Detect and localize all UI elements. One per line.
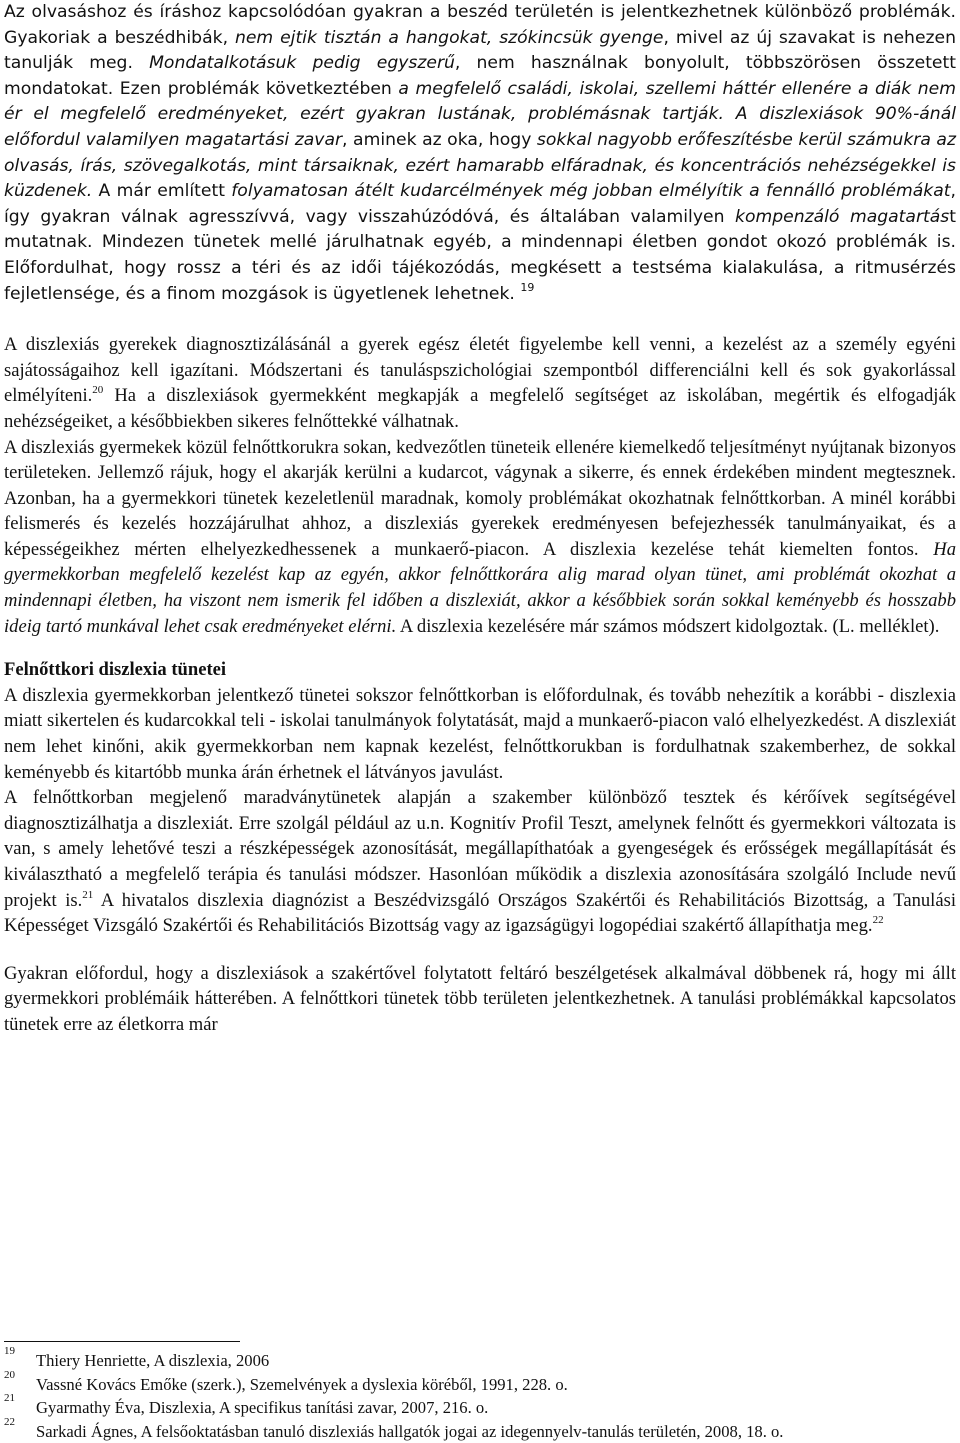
section-heading [4,657,956,683]
italic-text: sokkal nagyobb erőfeszítésbe kerül számukra az olvasás, írás, szövegalkotás, mint társaiknak, ezért hamarabb elfáradnak, és koncentrációs nehézségekkel is küzdenek. [4,130,956,201]
footnote-reference: 20 [92,384,103,396]
footnote-text: Vassné Kovács Emőke (szerk.), Szemelvények a dyslexia köréből, 1991, 228. o. [36,1373,568,1397]
text-run: , aminek az oka, hogy [342,130,537,150]
footnote-text: Thiery Henriette, A diszlexia, 2006 [36,1349,269,1373]
text-run: A diszlexiás gyerekek diagnosztizálásánál a gyerek egész életét figyelembe kell venni, a kezelést az a személy egyéni sajátosságaihoz kell igazítani. Módszertani és tanuláspszichológiai szempontból differenciálni kell és sok gyakorlással elmélyíteni. [4,334,956,406]
italic-text: Ha gyermekkorban megfelelő kezelést kap az egyén, akkor felnőttkorára alig marad olyan tünet, ami problémát okozhat a mindennapi életben, ha viszont nem ismerik fel időben a diszlexiát, akkor a későbbiek során sokkal keményebb és hosszabb ideig tartó munkával lehet csak eredményeket elérni. [4,539,956,637]
italic-text: folyamatosan átélt kudarcélmények még jobban elmélyítik a fennálló problémákat [231,181,950,201]
footnote [4,1373,956,1397]
text-run: Ha a diszlexiások gyermekként megkapják a megfelelő segítséget az iskolában, megértik és elfogadják nehézségeiket, a későbbiekben sikeres felnőttekké válhatnak. [4,385,956,432]
footnote-reference: 19 [520,281,534,294]
paragraph [4,961,956,1038]
footnote-number: 21 [4,1391,15,1405]
paragraph [4,785,956,939]
text-run: A diszlexia gyermekkorban jelentkező tünetei sokszor felnőttkorban is előfordulnak, és tovább nehezítik a korábbi - diszlexia miatt sikertelen és kudarcokkal teli - iskolai tanulmányok folytatását, majd a munkaerő-piacon való elhelyezkedést. A diszlexiát nem lehet kinőni, akik gyermekkorban nem kapnak kezelést, felnőttkorukban is fordulhatnak szakemberhez, de sokkal keményebb és kitartóbb munka árán érhetnek el látványos javulást. [4,685,956,783]
paragraph [4,0,956,307]
text-run: Felnőttkori diszlexia tünetei [4,659,226,680]
text-run: A felnőttkorban megjelenő maradványtünetek alapján a szakember különböző tesztek és kérőívek segítségével diagnosztizálhatja a diszlexiát. Erre szolgál például az u.n. Kognitív Profil Teszt, amelynek felnőtt és gyermekkori változata is van, s amely lehetővé teszi a részképességek azonosítását, megállapíthatóak a gyengeségek és erősségek megállapítását és kiválasztható a megfelelő terápia és tanulási módszer. Hasonlóan működik a diszlexia azonosítására szolgáló Include nevű projekt is. [4,787,956,910]
italic-text: a megfelelő családi, iskolai, szellemi háttér ellenére a diák nem ér el megfelelő eredményeket, ezért gyakran lustának, problémásnak tartják. [4,79,956,125]
footnote-number: 20 [4,1368,15,1382]
footnote [4,1396,956,1420]
text-run: A diszlexia kezelésére már számos módszert kidolgoztak. (L. melléklet). [396,616,939,637]
paragraph [4,435,956,640]
footnote [4,1420,956,1443]
footnote-number: 19 [4,1344,15,1358]
italic-text: nem ejtik tisztán a hangokat, szókincsük gyenge [235,28,664,48]
document-body [4,0,956,1038]
footnotes [4,1349,956,1443]
text-run: t mutatnak. Mindezen tünetek mellé járulhatnak egyéb, a mindennapi életben gondot okozó problémák is. Előfordulhat, hogy rossz a téri és az idői tájékozódás, megkésett a testséma kialakulása, a ritmusérzés fejletlensége, és a finom mozgások is ügyetlenek lehetnek. [4,207,956,304]
footnote-text: Sarkadi Ágnes, A felsőoktatásban tanuló diszlexiás hallgatók jogai az idegennyelv-tanulás területén, 2008, 18. o. [36,1420,783,1443]
text-run [724,104,736,124]
text-run: , így gyakran válnak agresszívvá, vagy visszahúzódóvá, és általában valamilyen [4,181,956,227]
italic-text: kompenzáló magatartás [735,207,949,227]
italic-text: A diszlexiások 90%-ánál előfordul valamilyen magatartási zavar [4,104,956,150]
text-run: , mivel az új szavakat is nehezen tanulják meg. [4,28,956,74]
text-run: A hivatalos diszlexia diagnózist a Beszédvizsgáló Országos Szakértői és Rehabilitációs Bizottság, a Tanulási Képességet Vizsgáló Szakértői és Rehabilitációs Bizottság vagy az igazságügyi logopédiai szakértő állapíthatja meg. [4,890,956,937]
footnote-reference: 22 [873,914,884,926]
paragraph [4,332,956,434]
paragraph [4,683,956,785]
text-run: Az olvasáshoz és íráshoz kapcsolódóan gyakran a beszéd területén is jelentkezhetnek különböző problémák. Gyakoriak a beszédhibák, [4,2,956,48]
footnote-number: 22 [4,1415,15,1429]
text-run: Gyakran előfordul, hogy a diszlexiások a szakértővel folytatott feltáró beszélgetések alkalmával döbbenek rá, hogy mi állt gyermekkori problémáik hátterében. A felnőttkori tünetek több területen jelentkezhetnek. A tanulási problémákkal kapcsolatos tünetek erre az életkorra már [4,963,956,1035]
text-run: A már említett [92,181,231,201]
text-run: , nem használnak bonyolult, többszörösen összetett mondatokat. Ezen problémák következtében [4,53,956,99]
footnote-separator [4,1341,240,1342]
footnote [4,1349,956,1373]
footnote-text: Gyarmathy Éva, Diszlexia, A specifikus tanítási zavar, 2007, 216. o. [36,1396,488,1420]
footnote-reference: 21 [82,889,93,901]
italic-text: Mondatalkotásuk pedig egyszerű [149,53,455,73]
text-run: A diszlexiás gyermekek közül felnőttkorukra sokan, kedvezőtlen tüneteik ellenére kiemelkedő teljesítményt nyújtanak bizonyos területeken. Jellemző rájuk, hogy el akarják kerülni a kudarcot, vágynak a sikerre, és ennek érdekében mindent megtesznek. Azonban, ha a gyermekkori tünetek kezeletlenül maradnak, komoly problémákat okozhatnak felnőttkorban. A minél korábbi felismerés és kezelés hozzájárulhat ahhoz, a diszlexiás gyerekek eredményesen befejezhessék tanulmányaikat, és a képességeikhez mérten elhelyezkedhessenek a munkaerő-piacon. A diszlexia kezelése tehát kiemelten fontos. [4,437,956,560]
